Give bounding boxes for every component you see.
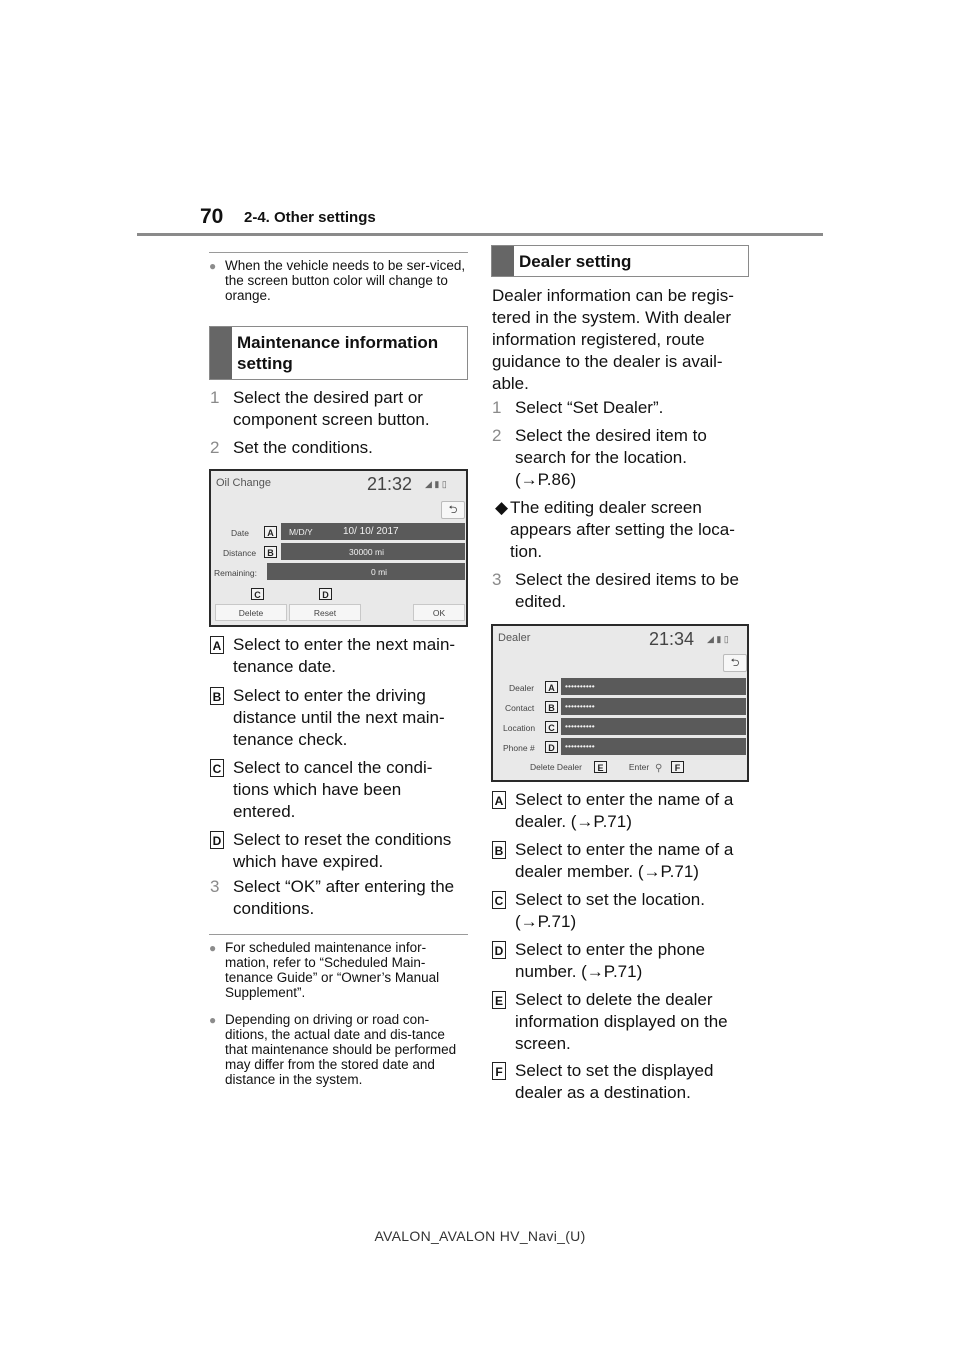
- row-label-distance: Distance: [223, 548, 257, 558]
- tag-b: B: [264, 546, 277, 558]
- letter-badge: B: [210, 687, 224, 705]
- dealer-intro: Dealer information can be regis-tered in the system. With dealer information registered, route guidance to the dealer is avail-able.: [492, 286, 734, 393]
- letter-item-d-right: D Select to enter the phone number. (→P.71): [492, 939, 750, 985]
- tag-a: A: [545, 681, 558, 693]
- tag-c: C: [545, 721, 558, 733]
- circle-bullet-icon: ●: [209, 1013, 217, 1027]
- phone-field[interactable]: ••••••••••: [561, 738, 746, 755]
- letter-badge: F: [492, 1062, 506, 1080]
- letter-item-c-right: C Select to set the location. (→P.71): [492, 889, 750, 935]
- signal-icon: ◢ ▮ ▯: [425, 479, 447, 489]
- back-button[interactable]: ⮌: [723, 654, 747, 672]
- heading-bar: [492, 246, 514, 276]
- dealer-screen: [491, 624, 749, 782]
- location-field[interactable]: ••••••••••: [561, 718, 746, 735]
- letter-badge: D: [210, 831, 224, 849]
- row-label-date: Date: [231, 528, 249, 538]
- ok-button[interactable]: OK: [413, 604, 465, 621]
- heading-bar: [210, 327, 232, 379]
- remaining-value: 0 mi: [267, 563, 465, 580]
- screen-title: Oil Change: [216, 477, 272, 489]
- back-button[interactable]: ⮌: [441, 501, 465, 519]
- note-service-color: ● When the vehicle needs to be ser-viced, the screen button color will change to orange.: [209, 258, 466, 303]
- letter-item-e-right: E Select to delete the dealer information displayed on the screen.: [492, 989, 750, 1057]
- row-label-phone: Phone #: [503, 743, 535, 753]
- letter-badge: B: [492, 841, 506, 859]
- signal-icon: ◢ ▮ ▯: [707, 634, 729, 644]
- row-label-dealer: Dealer: [509, 683, 535, 693]
- row-label-contact: Contact: [505, 703, 535, 713]
- circle-bullet-icon: ●: [209, 941, 217, 955]
- screen-title: Dealer: [498, 632, 531, 644]
- letter-item-c-left: C Select to cancel the condi-tions which have been entered.: [210, 757, 468, 825]
- letter-item-d-left: D Select to reset the conditions which have expired.: [210, 829, 468, 875]
- tag-c: C: [251, 588, 264, 600]
- letter-badge: C: [210, 759, 224, 777]
- letter-item-b-left: B Select to enter the driving distance until the next main-tenance check.: [210, 685, 468, 753]
- dealer-bullet-note: ◆ The editing dealer screen appears after setting the loca-tion.: [495, 498, 735, 561]
- letter-badge: C: [492, 891, 506, 909]
- letter-badge: A: [210, 636, 224, 654]
- tag-d: D: [545, 741, 558, 753]
- map-pin-icon: ⚲: [655, 763, 663, 774]
- dealer-field[interactable]: ••••••••••: [561, 678, 746, 695]
- screen-clock: 21:32: [367, 474, 413, 494]
- screen-clock: 21:34: [649, 629, 695, 649]
- heading-maintenance-info: Maintenance information setting: [209, 326, 468, 380]
- tag-d: D: [319, 588, 332, 600]
- step-2: 2 Set the conditions.: [210, 438, 373, 457]
- note-scheduled-maintenance: ● For scheduled maintenance infor-mation, refer to “Scheduled Main-tenance Guide” or “Owner’s Manual Supplement”.: [209, 940, 440, 1000]
- row-label-location: Location: [503, 723, 536, 733]
- dealer-step-3: 3 Select the desired items to be edited.: [492, 570, 739, 611]
- delete-button[interactable]: Delete: [215, 604, 287, 621]
- date-field[interactable]: M/D/Y 10/ 10/ 2017: [281, 523, 465, 540]
- tag-f: F: [671, 761, 684, 773]
- enter-button[interactable]: Enter: [628, 762, 650, 772]
- circle-bullet-icon: ●: [209, 259, 217, 273]
- note-driving-conditions: ● Depending on driving or road con-ditions, the actual date and dis-tance that maintenance should be performed may differ from the stored date and distance in the system.: [209, 1012, 457, 1087]
- contact-field[interactable]: ••••••••••: [561, 698, 746, 715]
- page-number: 70: [200, 205, 224, 228]
- heading-dealer-setting: Dealer setting: [491, 245, 749, 277]
- letter-badge: A: [492, 791, 506, 809]
- note-rule-top: [209, 252, 468, 253]
- diamond-bullet-icon: ◆: [495, 498, 509, 517]
- letter-item-b-right: B Select to enter the name of a dealer member. (→P.71): [492, 839, 750, 885]
- delete-dealer-button[interactable]: Delete Dealer: [530, 762, 582, 772]
- row-label-remaining: Remaining:: [214, 568, 257, 578]
- section-title: 2-4. Other settings: [244, 209, 376, 226]
- footer-model-code: AVALON_AVALON HV_Navi_(U): [374, 1228, 586, 1244]
- header-rule: [137, 233, 823, 236]
- letter-badge: E: [492, 991, 506, 1009]
- note-rule-bottom: [209, 934, 468, 935]
- distance-field[interactable]: 30000 mi: [281, 543, 465, 560]
- letter-item-a-right: A Select to enter the name of a dealer. (→P.71): [492, 789, 750, 835]
- tag-b: B: [545, 701, 558, 713]
- step-3: 3 Select “OK” after entering the conditions.: [210, 877, 455, 918]
- letter-badge: D: [492, 941, 506, 959]
- tag-a: A: [264, 526, 277, 538]
- oil-change-screen: [209, 469, 468, 627]
- letter-item-a-left: A Select to enter the next main-tenance date.: [210, 634, 468, 680]
- dealer-step-2: 2 Select the desired item to search for the location. (→P.86): [492, 426, 707, 489]
- letter-item-f-right: F Select to set the displayed dealer as a destination.: [492, 1060, 750, 1106]
- dealer-step-1: 1 Select “Set Dealer”.: [492, 398, 664, 417]
- tag-e: E: [594, 761, 607, 773]
- reset-button[interactable]: Reset: [289, 604, 361, 621]
- step-1: 1 Select the desired part or component screen button.: [210, 388, 430, 429]
